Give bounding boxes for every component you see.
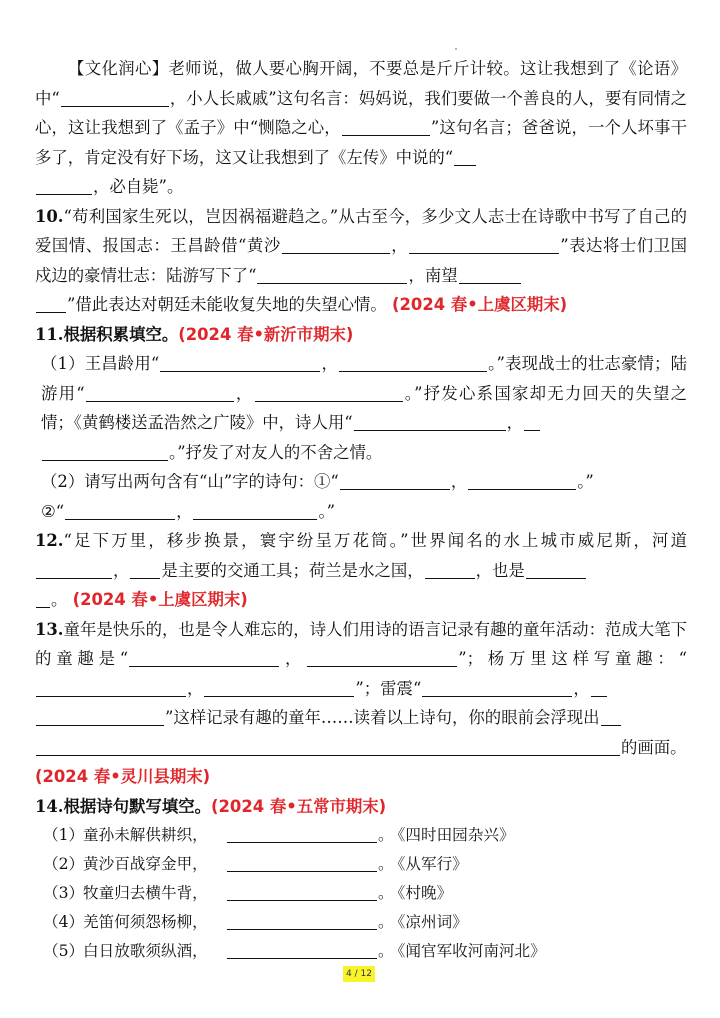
question-14-list [35,821,687,966]
list-item [35,879,687,908]
question-13: 13.童年是快乐的，也是令人难忘的，诗人们用诗的语言记录有趣的童年活动：范成大笔下的童趣是“ ， ”；杨万里这样写童趣：“， ”；雷震“ ， ”这样记录有趣的童年……读着以上诗句，你的眼前会浮现出 的画面。 [35,619,687,757]
culture-paragraph: 【文化润心】老师说，做人要心胸开阔，不要总是斤斤计较。这让我想到了《论语》中“ ，小人长戚戚”这句名言：妈妈说，我们要做一个善良的人，要有同情之心，这让我想到了《孟子》中“恻隐之心， ”这句名言；爸爸说，一个人坏事干多了，肯定没有好下场，这又让我想到了《左传》中说的“ ，必自毙”。 [35,59,688,196]
item-number: （4） [43,913,85,931]
question-number: 11. [35,324,64,344]
answer-blank[interactable] [409,236,559,254]
answer-blank[interactable] [354,413,506,431]
source-tag: (2024 春•上虞区期末) [72,590,248,609]
answer-blank[interactable] [86,384,234,402]
answer-blank[interactable] [459,266,521,284]
question-10: 10.“苟利国家生死以，岂因祸福避趋之。”从古至今，多少文人志士在诗歌中书写了自己的爱国情、报国志：王昌龄借“黄沙 ， ”表达将士们卫国戍边的豪情壮志：陆游写下了“ ，南望 ”借此表达对朝廷未能收复失地的失望心情。 (2024 春•上虞区期末) [35,206,687,314]
poem-source: 《闻官军收河南河北》 [397,942,546,960]
answer-blank[interactable] [524,413,540,431]
source-tag: (2024 春•上虞区期末) [392,295,568,314]
list-item [35,937,687,966]
line-end: 。 [378,884,394,902]
answer-blank[interactable] [422,679,572,697]
question-11-part-2: （2）请写出两句含有“山”字的诗句：①“ ， 。” ②“ ， 。” [41,472,594,521]
answer-blank[interactable] [257,266,407,284]
answer-blank[interactable] [193,502,317,520]
line-end: 。 [378,942,394,960]
answer-blank[interactable] [468,472,576,490]
answer-blank[interactable] [339,354,487,372]
question-number: 13. [35,619,64,639]
item-number: （2） [43,855,85,873]
answer-blank[interactable] [307,649,457,667]
scan-dot [455,48,457,50]
answer-blank[interactable] [340,472,450,490]
poem-source: 《凉州词》 [397,913,468,931]
question-number: 14. [35,796,64,816]
list-item [35,821,687,850]
worksheet-page [35,54,687,966]
poem-line: 牧童归去横牛背， [83,884,208,902]
list-item [35,850,687,879]
answer-blank[interactable] [36,679,186,697]
answer-blank[interactable] [204,679,354,697]
question-11-part-1: （1）王昌龄用“ ， 。”表现战士的壮志豪情；陆游用“ ， 。”抒发心系国家却无力回天的失望之情；《黄鹤楼送孟浩然之广陵》中，诗人用“ ， 。”抒发了对友人的不舍之情。 [41,354,687,462]
answer-blank[interactable] [342,118,430,136]
poem-source: 《四时田园杂兴》 [397,826,515,844]
question-12: 12.“足下万里，移步换景，寰宇纷呈万花筒。”世界闻名的水上城市威尼斯，河道， 是主要的交通工具；荷兰是水之国， ，也是 。 (2024 春•上虞区期末) [35,531,687,609]
answer-blank[interactable] [36,295,66,313]
source-tag: (2024 春•五常市期末) [211,796,387,816]
answer-blank[interactable] [601,708,621,726]
page-number: 4 / 12 [343,966,375,982]
answer-blank[interactable] [61,89,169,107]
question-11-header [35,320,687,350]
answer-blank[interactable] [227,883,377,901]
answer-blank[interactable] [160,354,320,372]
answer-blank[interactable] [130,561,160,579]
item-number: （3） [43,884,85,902]
line-end: 。 [378,826,394,844]
answer-blank[interactable] [36,590,50,608]
item-number: （5） [43,942,85,960]
answer-blank[interactable] [36,738,620,756]
answer-blank[interactable] [42,443,168,461]
poem-line: 羌笛何须怨杨柳， [83,913,208,931]
question-title: 根据诗句默写填空。 [63,796,212,816]
answer-blank[interactable] [227,825,377,843]
answer-blank[interactable] [227,854,377,872]
list-item [35,908,687,937]
source-tag: (2024 春•灵川县期末) [35,767,211,786]
item-number: （1） [43,826,85,844]
question-number: 12. [35,531,64,550]
answer-blank[interactable] [282,236,390,254]
answer-blank[interactable] [129,649,279,667]
question-number: 10. [35,206,64,226]
line-end: 。 [378,913,394,931]
poem-source: 《村晚》 [397,884,453,902]
answer-blank[interactable] [425,561,475,579]
poem-line: 黄沙百战穿金甲， [83,855,208,873]
question-13-source [35,762,687,792]
culture-tag: 【文化润心】 [68,59,169,78]
question-14-header [35,792,687,822]
poem-line: 童孙未解供耕织， [83,826,208,844]
answer-blank[interactable] [526,561,586,579]
source-tag: (2024 春•新沂市期末) [178,324,354,344]
poem-source: 《从军行》 [397,855,468,873]
answer-blank[interactable] [36,177,92,195]
poem-line: 白日放歌须纵酒， [83,942,208,960]
answer-blank[interactable] [65,502,175,520]
answer-blank[interactable] [454,148,476,166]
answer-blank[interactable] [36,708,164,726]
line-end: 。 [378,855,394,873]
question-title: 根据积累填空。 [63,324,179,344]
answer-blank[interactable] [36,561,112,579]
answer-blank[interactable] [591,679,607,697]
answer-blank[interactable] [255,384,403,402]
answer-blank[interactable] [227,941,377,959]
answer-blank[interactable] [227,912,377,930]
